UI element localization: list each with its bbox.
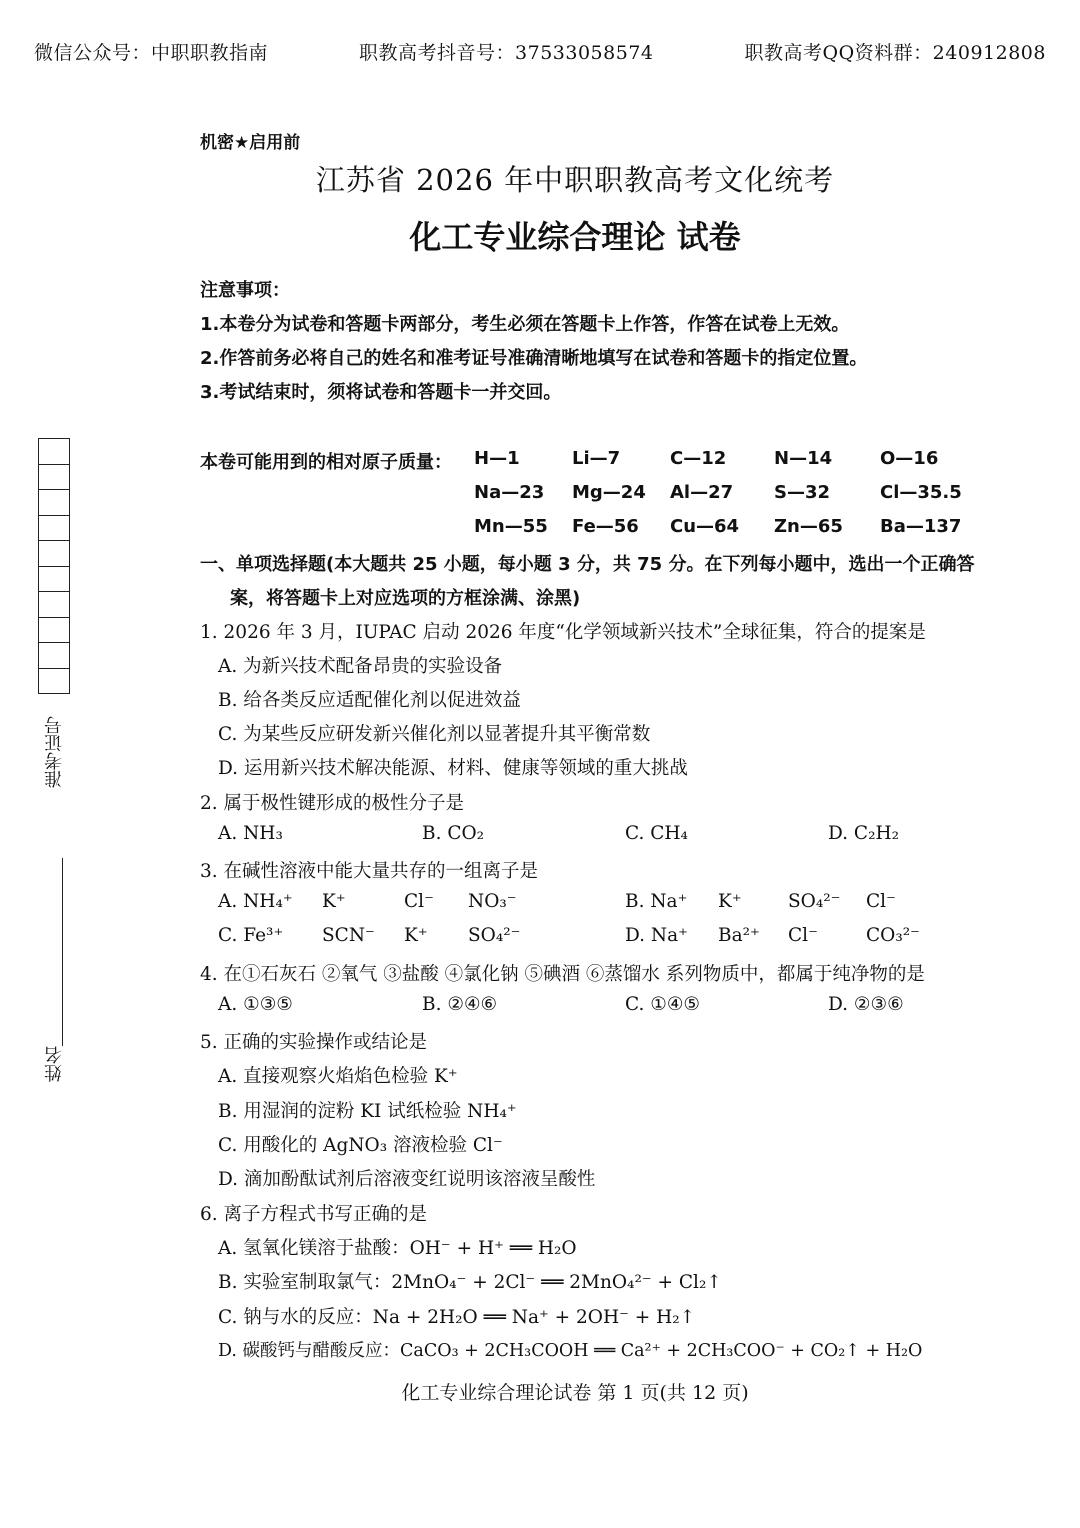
option-b: B. ②④⑥ — [422, 994, 498, 1015]
notice-item: 2.作答前务必将自己的姓名和准考证号准确清晰地填写在试卷和答题卡的指定位置。 — [200, 348, 868, 369]
notice-heading: 注意事项： — [200, 280, 290, 301]
option-a: A. NH₃ — [218, 823, 283, 844]
option-d: D. ②③⑥ — [828, 994, 904, 1015]
option-d: D. 运用新兴技术解决能源、材料、健康等领域的重大挑战 — [218, 758, 688, 779]
ion: NO₃⁻ — [468, 891, 517, 912]
atomic-mass: Fe—56 — [572, 516, 639, 537]
ion: K⁺ — [322, 891, 346, 912]
option-a: A. 直接观察火焰焰色检验 K⁺ — [218, 1066, 458, 1087]
question-stem: 3. 在碱性溶液中能大量共存的一组离子是 — [200, 861, 539, 882]
atomic-mass: Li—7 — [572, 448, 621, 469]
ion: CO₃²⁻ — [866, 925, 920, 946]
atomic-mass: Ba—137 — [880, 516, 962, 537]
option-b: B. 用湿润的淀粉 KI 试纸检验 NH₄⁺ — [218, 1101, 517, 1122]
option-d: D. 滴加酚酞试剂后溶液变红说明该溶液呈酸性 — [218, 1169, 596, 1190]
qq-group-text: 职教高考QQ资料群：240912808 — [744, 42, 1046, 64]
question-stem: 2. 属于极性键形成的极性分子是 — [200, 793, 465, 814]
atomic-mass: S—32 — [774, 482, 831, 503]
wechat-text: 微信公众号：中职职教指南 — [34, 42, 269, 64]
option-a: A. ①③⑤ — [218, 994, 293, 1015]
ion: Ba²⁺ — [718, 925, 760, 946]
atomic-mass: N—14 — [774, 448, 833, 469]
option-a: A. 为新兴技术配备昂贵的实验设备 — [218, 656, 503, 677]
header-bar — [34, 38, 1046, 65]
ion: Cl⁻ — [788, 925, 818, 946]
atomic-mass: Zn—65 — [774, 516, 843, 537]
option-b: B. 给各类反应适配催化剂以促进效益 — [218, 690, 521, 711]
notice-item: 3.考试结束时，须将试卷和答题卡一并交回。 — [200, 382, 562, 403]
question-stem: 1. 2026 年 3 月，IUPAC 启动 2026 年度“化学领域新兴技术”全球征集，符合的提案是 — [200, 622, 926, 643]
option-d: D. 碳酸钙与醋酸反应：CaCO₃ + 2CH₃COOH ══ Ca²⁺ + 2CH₃COO⁻ + CO₂↑ + H₂O — [218, 1341, 923, 1361]
name-label: 姓名 — [44, 1046, 65, 1082]
ion: SO₄²⁻ — [788, 891, 841, 912]
option-a: A. 氢氧化镁溶于盐酸：OH⁻ + H⁺ ══ H₂O — [218, 1238, 577, 1259]
exam-id-box[interactable] — [38, 438, 70, 694]
ion: K⁺ — [404, 925, 428, 946]
section-heading-cont: 案，将答题卡上对应选项的方框涂满、涂黑) — [230, 588, 581, 609]
option-c: C. 钠与水的反应：Na + 2H₂O ══ Na⁺ + 2OH⁻ + H₂↑ — [218, 1307, 696, 1328]
exam-id-label: 准考证号 — [44, 716, 65, 788]
section-heading: 一、单项选择题(本大题共 25 小题，每小题 3 分，共 75 分。在下列每小题中，选出一个正确答 — [200, 554, 975, 575]
atomic-mass-label: 本卷可能用到的相对原子质量： — [200, 452, 452, 473]
atomic-mass: Mn—55 — [474, 516, 548, 537]
option-c: C. 用酸化的 AgNO₃ 溶液检验 Cl⁻ — [218, 1135, 503, 1156]
notice-item: 1.本卷分为试卷和答题卡两部分，考生必须在答题卡上作答，作答在试卷上无效。 — [200, 314, 850, 335]
question-stem: 5. 正确的实验操作或结论是 — [200, 1032, 428, 1053]
page-title: 江苏省 2026 年中职职教高考文化统考 — [315, 163, 835, 197]
option-d: D. C₂H₂ — [828, 823, 900, 844]
option-d: D. Na⁺ — [625, 925, 688, 946]
atomic-mass: C—12 — [670, 448, 727, 469]
douyin-text: 职教高考抖音号：37533058574 — [359, 42, 654, 64]
page-footer: 化工专业综合理论试卷 第 1 页(共 12 页) — [401, 1382, 749, 1404]
atomic-mass: Al—27 — [670, 482, 734, 503]
ion: K⁺ — [718, 891, 742, 912]
atomic-mass: Na—23 — [474, 482, 545, 503]
ion: SO₄²⁻ — [468, 925, 521, 946]
page-subtitle: 化工专业综合理论 试卷 — [409, 218, 741, 256]
atomic-mass: Cu—64 — [670, 516, 740, 537]
ion: SCN⁻ — [322, 925, 375, 946]
ion: Cl⁻ — [404, 891, 434, 912]
option-c: C. ①④⑤ — [625, 994, 701, 1015]
atomic-mass: H—1 — [474, 448, 520, 469]
atomic-mass: O—16 — [880, 448, 939, 469]
question-stem: 6. 离子方程式书写正确的是 — [200, 1204, 428, 1225]
confidential-label: 机密★启用前 — [200, 133, 301, 153]
option-c: C. 为某些反应研发新兴催化剂以显著提升其平衡常数 — [218, 724, 651, 745]
question-stem: 4. 在①石灰石 ②氧气 ③盐酸 ④氯化钠 ⑤碘酒 ⑥蒸馏水 系列物质中，都属于纯净物的是 — [200, 964, 925, 985]
atomic-mass: Cl—35.5 — [880, 482, 962, 503]
name-line[interactable] — [62, 858, 63, 1046]
atomic-mass: Mg—24 — [572, 482, 646, 503]
option-c: C. Fe³⁺ — [218, 925, 284, 946]
option-b: B. Na⁺ — [625, 891, 688, 912]
ion: Cl⁻ — [866, 891, 896, 912]
option-b: B. CO₂ — [422, 823, 485, 844]
option-c: C. CH₄ — [625, 823, 688, 844]
option-b: B. 实验室制取氯气：2MnO₄⁻ + 2Cl⁻ ══ 2MnO₄²⁻ + Cl₂↑ — [218, 1272, 722, 1293]
option-a: A. NH₄⁺ — [218, 891, 293, 912]
